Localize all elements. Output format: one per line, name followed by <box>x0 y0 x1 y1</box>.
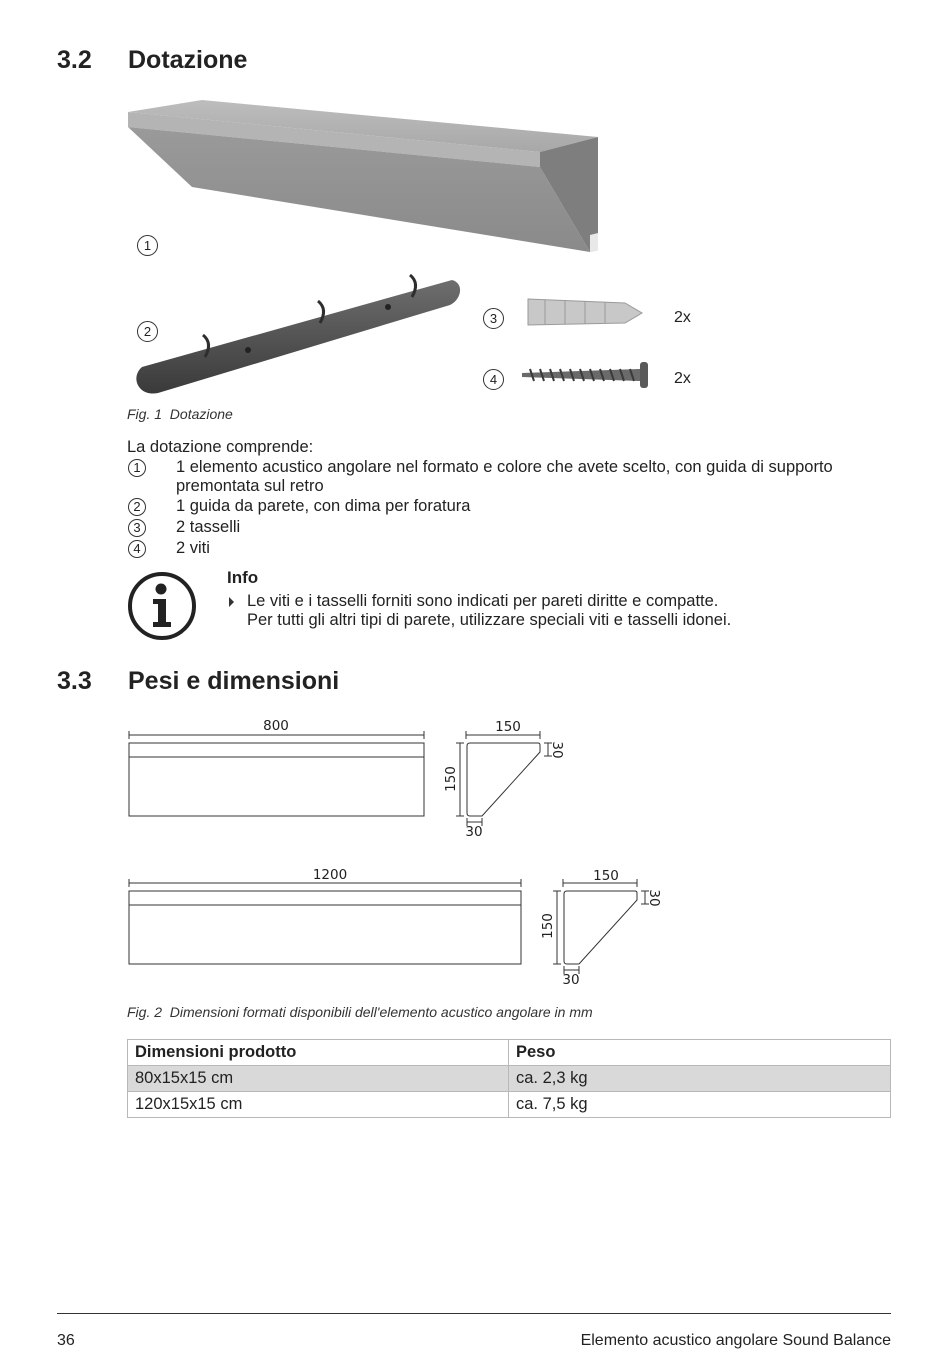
list-item <box>128 497 908 517</box>
list-item-text: 2 viti <box>176 539 210 557</box>
dim-small-lip-right: 30 <box>549 741 565 759</box>
figure-2-caption: Fig. 2 Dimensioni formati disponibili dell'elemento acustico angolare in mm <box>127 1004 593 1020</box>
table-row <box>128 1066 891 1092</box>
dim-large-length: 1200 <box>312 867 348 883</box>
dim-large-lip-right: 30 <box>646 889 662 907</box>
list-marker: 4 <box>128 540 146 558</box>
table-header-row <box>128 1040 891 1066</box>
section-number: 3.3 <box>57 667 92 695</box>
large-element-front-view <box>129 879 521 964</box>
quantity-wall-plugs: 2x <box>674 309 691 326</box>
callout-3: 3 <box>483 308 504 329</box>
acoustic-element-drawing <box>128 100 598 252</box>
callout-2: 2 <box>137 321 158 342</box>
footer-divider <box>57 1313 891 1314</box>
table-cell: 120x15x15 cm <box>128 1092 509 1118</box>
dim-large-profile-width: 150 <box>593 868 619 884</box>
wall-plug-drawing <box>528 299 642 325</box>
large-element-profile <box>553 879 649 974</box>
info-line-1: Le viti e i tasselli forniti sono indicati per pareti diritte e compatte. <box>247 592 719 610</box>
list-item <box>128 539 908 559</box>
table-cell: ca. 7,5 kg <box>509 1092 891 1118</box>
footer-doc-title: Elemento acustico angolare Sound Balance <box>580 1332 891 1349</box>
dim-small-length: 800 <box>263 718 289 734</box>
list-item-text: 2 tasselli <box>176 518 241 536</box>
info-icon <box>127 571 199 643</box>
list-item <box>128 458 908 498</box>
list-marker: 3 <box>128 519 146 537</box>
list-marker: 2 <box>128 498 146 516</box>
dim-large-lip-bottom: 30 <box>562 972 580 988</box>
page-number: 36 <box>57 1332 75 1349</box>
dim-large-profile-height: 150 <box>540 913 556 939</box>
contents-intro: La dotazione comprende: <box>127 438 314 456</box>
section-title: Dotazione <box>128 46 248 74</box>
list-item <box>128 518 908 538</box>
figure-1-illustration <box>120 95 720 400</box>
list-item-text: 1 guida da parete, con dima per foratura <box>176 497 471 515</box>
section-heading-3-2 <box>57 46 457 78</box>
list-item-text: 1 elemento acustico angolare nel formato e colore che avete scelto, con guida di supporto premontata sul retro <box>176 458 833 495</box>
table-row <box>128 1092 891 1118</box>
info-title: Info <box>227 568 259 587</box>
small-element-profile <box>456 731 552 826</box>
section-number: 3.2 <box>57 46 92 74</box>
table-header-cell: Peso <box>509 1040 891 1066</box>
callout-4: 4 <box>483 369 504 390</box>
quantity-screws: 2x <box>674 370 691 387</box>
section-title: Pesi e dimensioni <box>128 667 340 695</box>
info-line-2: Per tutti gli altri tipi di parete, utilizzare speciali viti e tasselli idonei. <box>247 611 732 629</box>
screw-drawing <box>522 362 648 388</box>
wall-rail-drawing <box>136 275 460 394</box>
bullet-arrow-icon <box>228 596 236 608</box>
dim-small-lip-bottom: 30 <box>465 824 483 840</box>
list-marker: 1 <box>128 459 146 477</box>
section-heading-3-3 <box>57 667 457 699</box>
small-element-front-view <box>129 731 424 816</box>
table-header-cell: Dimensioni prodotto <box>128 1040 509 1066</box>
figure-1-caption: Fig. 1 Dotazione <box>127 406 233 422</box>
table-cell: ca. 2,3 kg <box>509 1066 891 1092</box>
dim-small-profile-width: 150 <box>495 719 521 735</box>
callout-1: 1 <box>137 235 158 256</box>
weights-dimensions-table <box>127 1039 891 1118</box>
dim-small-profile-height: 150 <box>443 766 459 792</box>
table-cell: 80x15x15 cm <box>128 1066 509 1092</box>
figure-2-dimension-drawing <box>120 712 680 1002</box>
